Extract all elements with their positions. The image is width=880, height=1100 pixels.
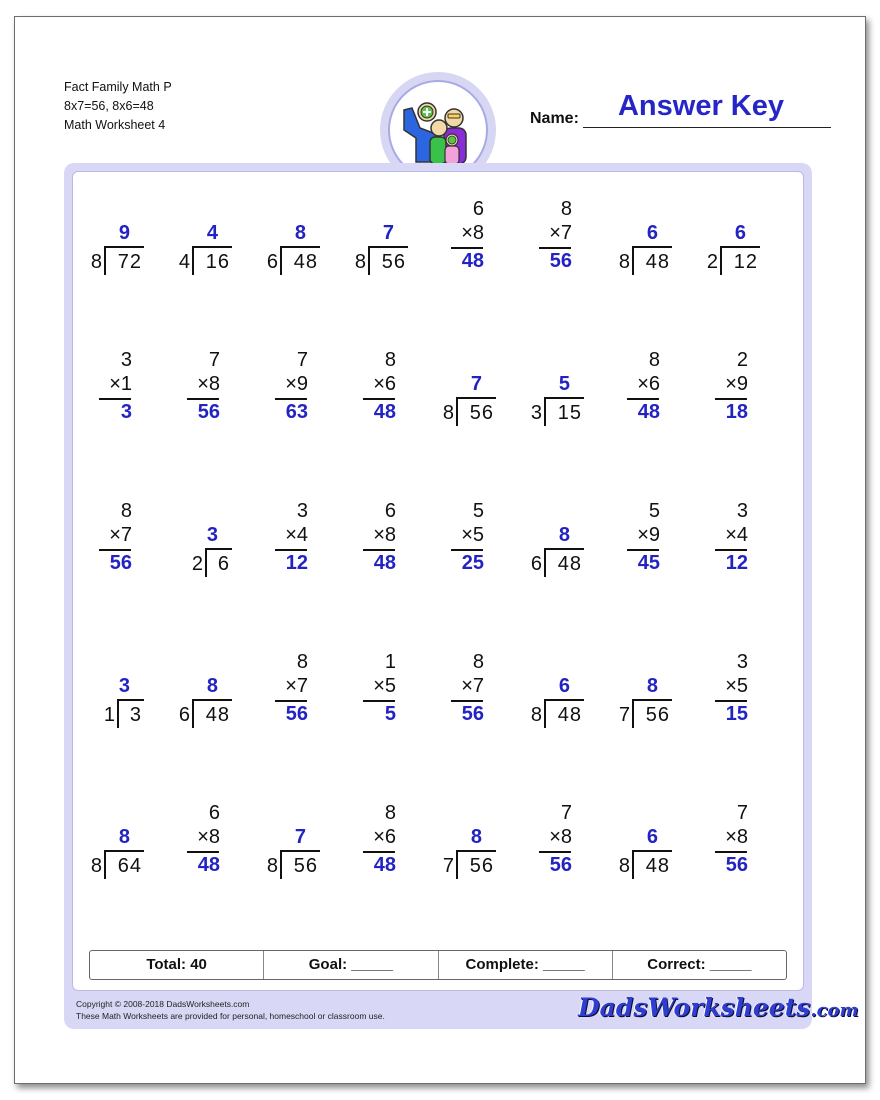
multiplication-problem	[528, 802, 588, 886]
division-problem	[528, 500, 588, 584]
product-answer: 48	[373, 854, 396, 876]
multiplication-problem	[704, 500, 764, 584]
multiplication-problem	[704, 802, 764, 886]
goal-field[interactable]: Goal: _____	[264, 951, 438, 979]
factor-top: 8	[472, 651, 484, 673]
multiplication-problem	[176, 349, 236, 433]
factor-bottom: ×9	[725, 373, 748, 395]
product-answer: 48	[197, 854, 220, 876]
factor-top: 3	[736, 500, 748, 522]
sum-line	[187, 398, 219, 400]
product-answer: 48	[373, 552, 396, 574]
quotient-answer: 8	[118, 826, 130, 848]
sum-line	[275, 700, 307, 702]
division-problem	[176, 198, 236, 282]
quotient-answer: 6	[558, 675, 570, 697]
sum-line	[275, 398, 307, 400]
factor-bottom: ×1	[109, 373, 132, 395]
sum-line	[275, 549, 307, 551]
divisor: 1	[103, 704, 115, 726]
division-problem	[616, 651, 676, 735]
copyright-notice	[76, 998, 385, 1022]
division-problem	[88, 802, 148, 886]
product-answer: 12	[285, 552, 308, 574]
quotient-answer: 8	[558, 524, 570, 546]
product-answer: 56	[549, 854, 572, 876]
factor-bottom: ×4	[725, 524, 748, 546]
sum-line	[187, 851, 219, 853]
sum-line	[539, 851, 571, 853]
quotient-answer: 6	[646, 826, 658, 848]
divisor: 2	[191, 553, 203, 575]
score-bar	[89, 950, 787, 980]
multiplication-problem	[352, 349, 412, 433]
divisor: 8	[90, 855, 102, 877]
factor-bottom: ×8	[373, 524, 396, 546]
factor-top: 8	[560, 198, 572, 220]
multiplication-problem	[352, 802, 412, 886]
multiplication-problem	[352, 651, 412, 735]
sum-line	[363, 549, 395, 551]
factor-bottom: ×4	[285, 524, 308, 546]
quotient-answer: 5	[558, 373, 570, 395]
brand-name: DadsWorksheets	[578, 993, 811, 1022]
multiplication-problem	[704, 349, 764, 433]
factor-bottom: ×6	[637, 373, 660, 395]
sum-line	[99, 549, 131, 551]
division-problem	[616, 198, 676, 282]
quotient-answer: 8	[294, 222, 306, 244]
multiplication-problem	[440, 651, 500, 735]
product-answer: 48	[461, 250, 484, 272]
division-problem	[88, 198, 148, 282]
sum-line	[99, 398, 131, 400]
factor-top: 7	[736, 802, 748, 824]
divisor: 8	[90, 251, 102, 273]
divisor: 2	[706, 251, 718, 273]
divisor: 7	[618, 704, 630, 726]
divisor: 3	[530, 402, 542, 424]
factor-bottom: ×8	[549, 826, 572, 848]
multiplication-problem	[528, 198, 588, 282]
factor-top: 7	[560, 802, 572, 824]
factor-top: 8	[384, 349, 396, 371]
factor-bottom: ×7	[461, 675, 484, 697]
division-problem	[616, 802, 676, 886]
division-problem	[528, 651, 588, 735]
dividend: 48	[645, 855, 670, 877]
product-answer: 56	[461, 703, 484, 725]
dividend: 56	[469, 855, 494, 877]
quotient-answer: 7	[470, 373, 482, 395]
division-problem	[264, 198, 324, 282]
factor-top: 8	[648, 349, 660, 371]
divisor: 8	[266, 855, 278, 877]
dividend: 3	[129, 704, 142, 726]
quotient-answer: 4	[206, 222, 218, 244]
product-answer: 45	[637, 552, 660, 574]
multiplication-problem	[176, 802, 236, 886]
division-problem	[528, 349, 588, 433]
product-answer: 15	[725, 703, 748, 725]
dividend: 48	[557, 553, 582, 575]
factor-top: 8	[296, 651, 308, 673]
product-answer: 12	[725, 552, 748, 574]
multiplication-problem	[616, 500, 676, 584]
quotient-answer: 8	[470, 826, 482, 848]
factor-top: 7	[296, 349, 308, 371]
sum-line	[451, 700, 483, 702]
dividend: 12	[733, 251, 758, 273]
factor-bottom: ×7	[549, 222, 572, 244]
complete-field[interactable]: Complete: _____	[439, 951, 613, 979]
dividend: 56	[293, 855, 318, 877]
sum-line	[715, 549, 747, 551]
dividend: 48	[645, 251, 670, 273]
factor-top: 6	[472, 198, 484, 220]
factor-bottom: ×9	[637, 524, 660, 546]
quotient-answer: 3	[118, 675, 130, 697]
correct-field[interactable]: Correct: _____	[647, 956, 752, 973]
product-answer: 56	[549, 250, 572, 272]
dividend: 48	[293, 251, 318, 273]
quotient-answer: 6	[646, 222, 658, 244]
divisor: 6	[530, 553, 542, 575]
multiplication-problem	[264, 651, 324, 735]
sum-line	[451, 549, 483, 551]
division-problem	[88, 651, 148, 735]
divisor: 8	[618, 855, 630, 877]
dividend: 64	[117, 855, 142, 877]
division-problem	[176, 500, 236, 584]
sum-line	[451, 247, 483, 249]
factor-bottom: ×5	[725, 675, 748, 697]
multiplication-problem	[88, 500, 148, 584]
copyright-line: Copyright © 2008-2018 DadsWorksheets.com	[76, 999, 250, 1009]
factor-top: 3	[296, 500, 308, 522]
factor-top: 2	[736, 349, 748, 371]
dividend: 16	[205, 251, 230, 273]
product-answer: 48	[373, 401, 396, 423]
divisor: 8	[442, 402, 454, 424]
name-label: Name:	[530, 110, 579, 127]
divisor: 6	[266, 251, 278, 273]
product-answer: 56	[109, 552, 132, 574]
worksheet-info	[64, 78, 172, 135]
division-problem	[440, 802, 500, 886]
factor-top: 8	[384, 802, 396, 824]
product-answer: 3	[120, 401, 132, 423]
multiplication-problem	[704, 651, 764, 735]
quotient-answer: 8	[646, 675, 658, 697]
product-answer: 56	[725, 854, 748, 876]
sum-line	[363, 700, 395, 702]
product-answer: 5	[384, 703, 396, 725]
factor-bottom: ×6	[373, 826, 396, 848]
sum-line	[627, 398, 659, 400]
division-problem	[352, 198, 412, 282]
product-answer: 18	[725, 401, 748, 423]
sum-line	[715, 398, 747, 400]
quotient-answer: 9	[118, 222, 130, 244]
product-answer: 63	[285, 401, 308, 423]
sum-line	[363, 851, 395, 853]
divisor: 7	[442, 855, 454, 877]
division-problem	[440, 349, 500, 433]
factor-bottom: ×8	[197, 826, 220, 848]
product-answer: 56	[285, 703, 308, 725]
dividend: 56	[469, 402, 494, 424]
product-answer: 56	[197, 401, 220, 423]
divisor: 8	[618, 251, 630, 273]
dividend: 15	[557, 402, 582, 424]
factor-top: 3	[120, 349, 132, 371]
multiplication-problem	[264, 349, 324, 433]
factor-top: 6	[208, 802, 220, 824]
factor-top: 8	[120, 500, 132, 522]
multiplication-problem	[88, 349, 148, 433]
product-answer: 25	[461, 552, 484, 574]
worksheet-title: Fact Family Math P	[64, 80, 172, 94]
sum-line	[715, 851, 747, 853]
dividend: 6	[217, 553, 230, 575]
divisor: 8	[354, 251, 366, 273]
division-problem	[176, 651, 236, 735]
dividend: 48	[557, 704, 582, 726]
quotient-answer: 3	[206, 524, 218, 546]
dividend: 56	[645, 704, 670, 726]
multiplication-problem	[440, 198, 500, 282]
sum-line	[363, 398, 395, 400]
factor-bottom: ×8	[725, 826, 748, 848]
factor-top: 3	[736, 651, 748, 673]
multiplication-problem	[616, 349, 676, 433]
division-problem	[704, 198, 764, 282]
name-field[interactable]	[583, 127, 831, 128]
factor-top: 1	[384, 651, 396, 673]
divisor: 6	[178, 704, 190, 726]
factor-bottom: ×5	[373, 675, 396, 697]
factor-top: 5	[472, 500, 484, 522]
sum-line	[627, 549, 659, 551]
divisor: 8	[530, 704, 542, 726]
worksheet-number: Math Worksheet 4	[64, 118, 166, 132]
quotient-answer: 7	[294, 826, 306, 848]
multiplication-problem	[352, 500, 412, 584]
quotient-answer: 8	[206, 675, 218, 697]
multiplication-problem	[264, 500, 324, 584]
quotient-answer: 6	[734, 222, 746, 244]
factor-bottom: ×9	[285, 373, 308, 395]
brand-logo	[578, 993, 859, 1022]
sum-line	[715, 700, 747, 702]
product-answer: 48	[637, 401, 660, 423]
factor-top: 5	[648, 500, 660, 522]
factor-bottom: ×8	[197, 373, 220, 395]
worksheet-facts: 8x7=56, 8x6=48	[64, 99, 154, 113]
dividend: 56	[381, 251, 406, 273]
answer-key-text: Answer Key	[617, 90, 784, 122]
factor-top: 7	[208, 349, 220, 371]
brand-tld: .com	[810, 1000, 859, 1021]
factor-bottom: ×5	[461, 524, 484, 546]
total-count: Total: 40	[90, 951, 264, 979]
sum-line	[539, 247, 571, 249]
dividend: 48	[205, 704, 230, 726]
dividend: 72	[117, 251, 142, 273]
factor-top: 6	[384, 500, 396, 522]
factor-bottom: ×6	[373, 373, 396, 395]
factor-bottom: ×7	[109, 524, 132, 546]
factor-bottom: ×7	[285, 675, 308, 697]
usage-line: These Math Worksheets are provided for personal, homeschool or classroom use.	[76, 1011, 385, 1021]
multiplication-problem	[440, 500, 500, 584]
divisor: 4	[178, 251, 190, 273]
problems-frame	[64, 163, 812, 1029]
factor-bottom: ×8	[461, 222, 484, 244]
division-problem	[264, 802, 324, 886]
quotient-answer: 7	[382, 222, 394, 244]
